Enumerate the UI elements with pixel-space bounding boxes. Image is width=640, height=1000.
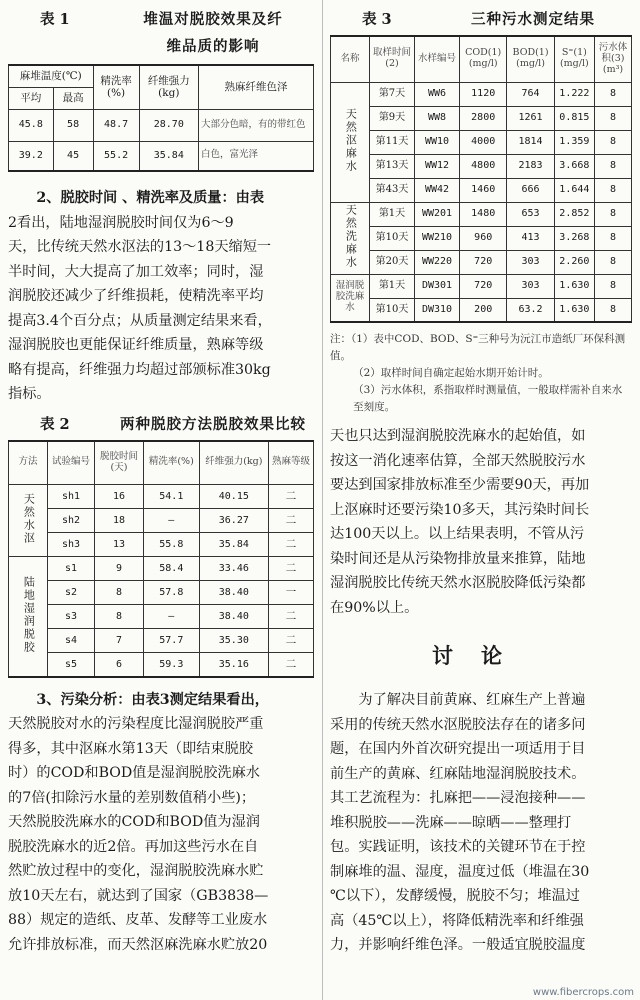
table-row: sh3 13 55.8 35.84 二 <box>9 533 314 557</box>
table-row: 天然洗麻水 第1天 WW201 1480 653 2.852 8 <box>331 202 632 226</box>
t1-header-color: 熟麻纤维色泽 <box>199 65 314 109</box>
t3-group-land: 湿润脱胶洗麻水 <box>331 274 370 322</box>
table1-title: 堆温对脱胶效果及纤 <box>143 11 283 28</box>
t2-group-land: 陆地湿润脱胶 <box>9 557 48 677</box>
table3-number: 表 3 <box>362 11 392 28</box>
column-divider <box>322 0 323 1000</box>
table1-number: 表 1 <box>40 11 70 28</box>
table1-caption <box>8 8 314 29</box>
table-row: 第9天 WW8 2800 1261 0.815 8 <box>331 106 632 130</box>
table2: 方法 试验编号 脱胶时间(天) 精洗率(%) 纤维强力(kg) 熟麻等级 天然水沤 sh1 16 54.1 40.15 二 sh2 18 — 36.27 二 sh3 13 55.8 35.84 二 陆地湿润脱胶 s1 9 58.4 33.46 二 s2 8 57.8 38.40 一 s3 8 — 38.40 二 s4 7 57.7 35.30 二 s5 6 59.3 35.16 二 <box>8 440 314 678</box>
table3-caption <box>330 8 632 29</box>
table-row: 39.2 45 55.2 35.84 白色，富光泽 <box>9 141 314 171</box>
t1-header-rate: 精洗率 (%) <box>93 65 139 109</box>
paragraph-section2: 2、脱胶时间 、精洗率及质量：由表 2看出，陆地湿润脱胶时间仅为6～9 天，比传统天然水沤法的13～18天缩短一 半时间，大大提高了加工效率；同时，湿 润脱胶还减少了纤维损耗，使精洗率平均 提高3.4个百分点；从质量测定结果来看， 湿润脱胶也更能保证纤维质量，熟麻等级 略有提高，纤维强力均超过部颁标准30kg 指标。 <box>8 190 272 402</box>
table3-title: 三种污水测定结果 <box>471 11 595 28</box>
t1-header-strength: 纤维强力 (kg) <box>139 65 198 109</box>
section-heading-discussion: 讨论 <box>432 643 530 668</box>
table-row: s5 6 59.3 35.16 二 <box>9 653 314 677</box>
table-row: 天然沤麻水 第7天 WW6 1120 764 1.222 8 <box>331 82 632 106</box>
table-row: s4 7 57.7 35.30 二 <box>9 629 314 653</box>
table1 <box>8 64 314 172</box>
table-row: 第13天 WW12 4800 2183 3.668 8 <box>331 154 632 178</box>
table-row: 45.8 58 48.7 28.70 大部分色暗，有的带红色 <box>9 109 314 141</box>
table2-number: 表 2 <box>40 415 70 433</box>
table3: 名称 取样时间(2) 水样编号 COD(1)(mg/l) BOD(1)(mg/l) S⁼(1)(mg/l) 污水体积(3)(m³) 天然沤麻水 第7天 WW6 1120 764 1.222 8 第9天 WW8 2800 1261 0.815 8 第11天 WW10 4000 1814 1.359 8 第13天 WW12 4800 2183 3.668 8 第43天 WW42 1460 666 1.644 8 天然洗麻水 第1天 WW201 1480 653 2.852 8 第10天 WW210 960 413 3.268 8 第20天 WW220 720 303 2.260 8 湿润脱胶洗麻水 第1天 DW301 720 303 1.630 8 第10天 DW310 200 63.2 1.630 8 <box>330 35 632 323</box>
table-row: 第10天 DW310 200 63.2 1.630 8 <box>331 298 632 322</box>
table2-title: 两种脱胶方法脱胶效果比较 <box>120 415 306 433</box>
table1-title-line2: 维品质的影响 <box>166 38 260 55</box>
table-row: 第43天 WW42 1460 666 1.644 8 <box>331 178 632 202</box>
table-row: 天然水沤 sh1 16 54.1 40.15 二 <box>9 485 314 509</box>
table-row: 第10天 WW210 960 413 3.268 8 <box>331 226 632 250</box>
t1-header-max: 最高 <box>53 87 93 109</box>
table-row: s2 8 57.8 38.40 一 <box>9 581 314 605</box>
table-row: 陆地湿润脱胶 s1 9 58.4 33.46 二 <box>9 557 314 581</box>
table-row: 第11天 WW10 4000 1814 1.359 8 <box>331 130 632 154</box>
paragraph-section3: 3、污染分析：由表3测定结果看出， 天然脱胶对水的污染程度比湿润脱胶严重 得多，其中沤麻水第13天（即结束脱胶 时）的COD和BOD值是湿润脱胶洗麻水 的7倍(扣除污水量的差别数值稍小些)； 天然脱胶洗麻水的COD和BOD值为湿润 脱胶洗麻水的近2倍。再加这些污水在自 然贮放过程中的变化，湿润脱胶洗麻水贮 放10天左右，就达到了国家（GB3838— 88）规定的造纸、皮革、发酵等工业废水 允许排放标准，而天然沤麻洗麻水贮放20 <box>8 691 269 953</box>
table2-caption <box>8 413 314 434</box>
t1-header-temp: 麻堆温度(℃) <box>9 65 94 87</box>
watermark: www.fibercrops.com <box>532 987 634 998</box>
t2-group-natural: 天然水沤 <box>9 485 48 557</box>
left-column <box>8 0 314 957</box>
table-row: 湿润脱胶洗麻水 第1天 DW301 720 303 1.630 8 <box>331 274 632 298</box>
table-row: sh2 18 — 36.27 二 <box>9 509 314 533</box>
table-row: s3 8 — 38.40 二 <box>9 605 314 629</box>
t3-group-natural-washing: 天然洗麻水 <box>331 202 370 274</box>
t1-header-avg: 平均 <box>9 87 54 109</box>
right-column <box>330 0 632 958</box>
table3-notes: 注：（1）表中COD、BOD、S⁼三种号为沅江市造纸厂环保科测值。 （2）取样时间自确定起始水期开始计时。 （3）污水体积，系指取样时测量值，一般取样需补自来水至刻度。 <box>330 333 626 413</box>
paragraph-discussion: 为了解决目前黄麻、红麻生产上普遍 采用的传统天然水沤脱胶法存在的诸多问 题，在国内外首次研究提出一项适用于目 前生产的黄麻、红麻陆地湿润脱胶技术。 其工艺流程为：扎麻把——浸泡接种—— 堆积脱胶——洗麻——晾晒——整理打 包。实践证明，该技术的关键环节在于控 制麻堆的温、湿度，温度过低（堆温在30 ℃以下），发酵缓慢，脱胶不匀；堆温过 高（45℃以上），将降低精洗率和纤维强 力，并影响纤维色泽。一般适宜脱胶温度 <box>330 692 590 953</box>
t3-group-natural-retting: 天然沤麻水 <box>331 82 370 202</box>
paragraph-pollution-cont: 天也只达到湿润脱胶洗麻水的起始值，如 按这一消化速率估算，全部天然脱胶污水 要达到国家排放标准至少需要90天，再加 上沤麻时还要污染10多天，其污染时间长 达100天以上。以上结果表明，不管从污 染时间还是从污染物排放量来推算，陆地 湿润脱胶比传统天然水沤脱胶降低污染都 在90%以上。 <box>330 428 590 616</box>
table-row: 第20天 WW220 720 303 2.260 8 <box>331 250 632 274</box>
